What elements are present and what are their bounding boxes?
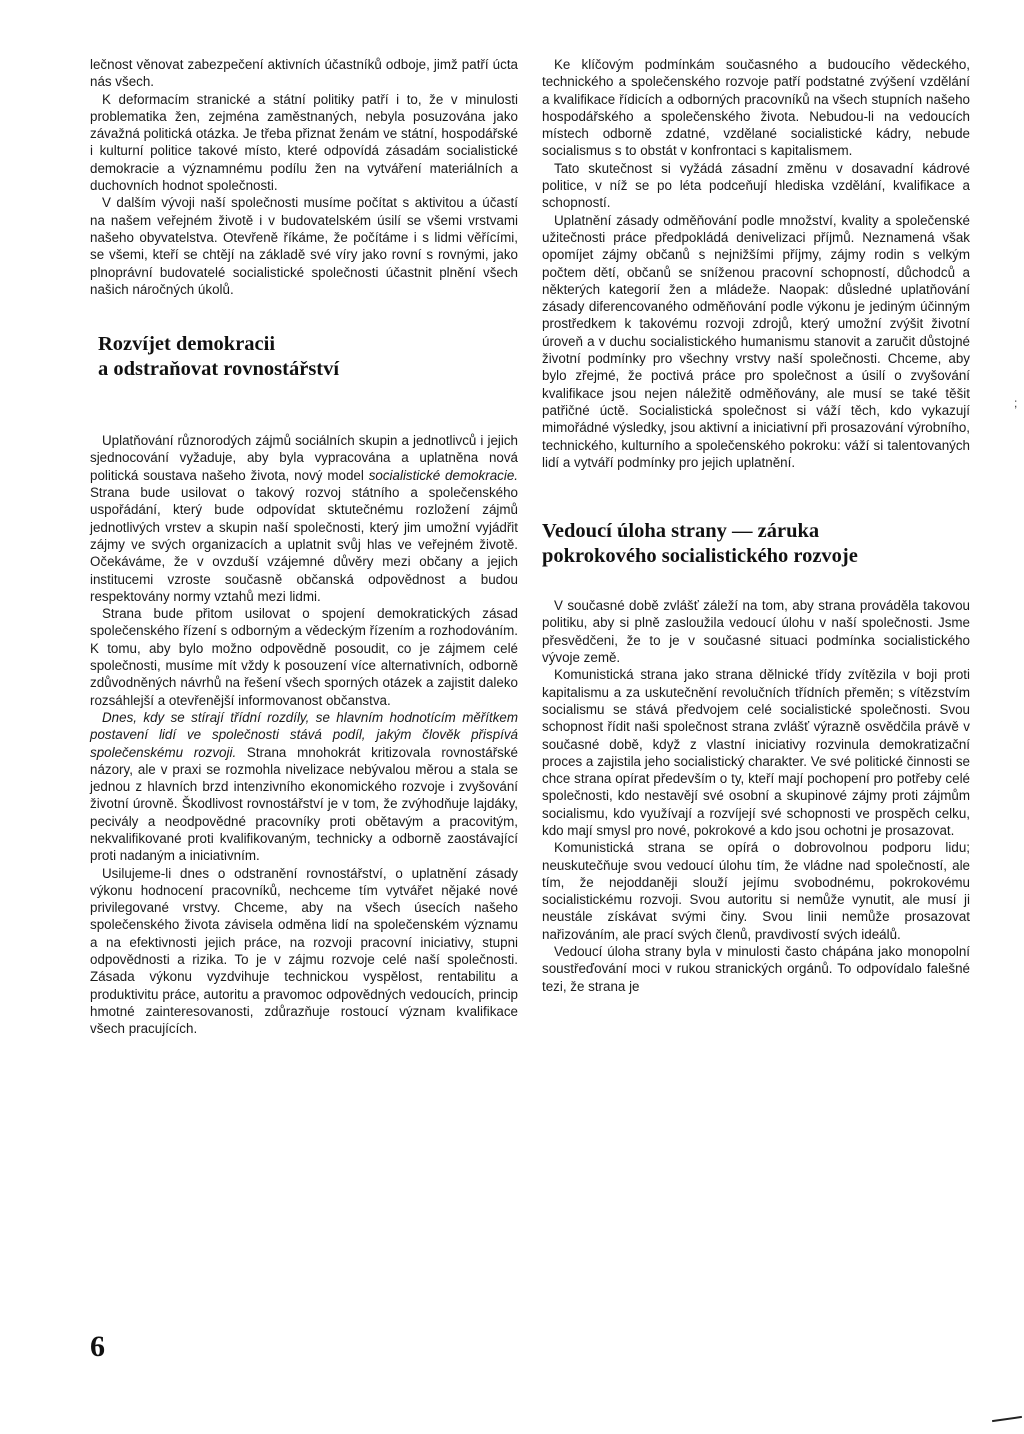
paragraph [90,709,518,865]
paragraph: Ke klíčovým podmínkám současného a budoucího vědeckého, technického a společenského rozvoje patří podstatné zvýšení vzdělání a kvalifikace řídicích a odborných pracovníků na všech stupních našeho hospodářského a společenského života. Nebudou-li na vedoucích místech odborně zdatné, vzdělané socialistické kádry, nebude socialismus s to obstát v konfrontaci s kapitalismem. [542,57,970,159]
emphasis-text: Dnes, kdy se stírají třídní rozdíly, se hlavním hodnotícím měřítkem postavení lidí ve společnosti stává podíl, jakým člověk přispívá společenskému rozvoji. [90,709,518,760]
paragraph-text: Strana mnohokrát kritizovala rovnostářské názory, ale v praxi se rozmohla nivelizace nebývalou měrou a stala se jednou z hlavních brzd intenzivního ekonomického rozvoje i zvyšování životní úrovně. Škodlivost rovnostářství je v tom, že zvýhodňuje lajdáky, pecivály a neodpovědné pracovníky proti obětavým a pracovitým, nekvalifikované proti kvalifikovaným, technicky a odborně zaostávající proti nadaným a iniciativním. [90,744,518,864]
section-heading-leading-role [542,519,970,569]
paragraph: Komunistická strana se opírá o dobrovolnou podporu lidu; neuskutečňuje svou vedoucí úlohu tím, že vládne nad společností, ale tím, že nejoddaněji slouží jejímu svobodnému, pokrokovému socialistickému rozvoji. Svou autoritu si nemůže vynutit, ale musí ji neustále získávat svými činy. Svou linii nemůže prosazovat nařizováním, ale prací svých členů, pravdivostí svých ideálů. [542,840,970,942]
section-heading-democracy [98,332,518,382]
paragraph: lečnost věnovat zabezpečení aktivních účastníků odboje, jimž patří úcta nás všech. [90,57,518,90]
paragraph: V současné době zvlášť záleží na tom, aby strana prováděla takovou politiku, aby si plně zasloužila vedoucí úlohu v naší společnosti. Jsme přesvědčeni, že to je v současné situaci podmínka socialistického vývoje země. [542,598,970,666]
heading-line: Vedoucí úloha strany — záruka [542,520,820,543]
paragraph: Vedoucí úloha strany byla v minulosti často chápána jako monopolní soustřeďování moci v rukou stranických orgánů. To odpovídalo falešné tezi, že strana je [542,944,970,994]
paragraph: V dalším vývoji naší společnosti musíme počítat s aktivitou a účastí na našem veřejném životě i v budovatelském úsilí se všemi vrstvami našeho obyvatelstva. Otevřeně říkáme, že počítáme i s lidmi věřícími, se všemi, kteří se chtějí na základě své víry jako rovní s rovnými, jako plnoprávní budovatelé socialistické společnosti účastnit plnění všech našich náročných úkolů. [90,195,518,297]
corner-scan-mark [992,1416,1022,1422]
heading-line: pokrokového socialistického rozvoje [542,545,858,568]
paragraph: Usilujeme-li dnes o odstranění rovnostářství, o uplatnění zásady výkonu hodnocení pracovníků, nechceme tím vytvářet nějaké nové privilegované vrstvy. Chceme, aby na všech úsecích našeho společenského života závisela odměna lidí na společenském významu a na efektivnosti jejich práce, na rozvoji pracovní iniciativy, stupni odpovědnosti a rizika. To je v zájmu rozvoje celé naší společnosti. Zásada výkonu vyzdvihuje technickou vyspělost, rentabilitu a produktivitu práce, autoritu a pravomoc odpovědných vedoucích, princip hmotné zainteresovanosti, zdůrazňuje rostoucí význam kvalifikace všech pracujících. [90,865,518,1037]
heading-line: Rozvíjet demokracii [98,333,276,356]
paragraph-text: Uplatňování různorodých zájmů sociálních skupin a jednotlivců i jejich sjednocování vyžaduje, aby byla vypracována a uplatněna nová politická soustava našeho života, nový model [90,433,518,483]
right-column [542,56,970,995]
heading-line: a odstraňovat rovnostářství [98,358,340,381]
emphasis-text: socialistické demokracie. [368,467,518,483]
paragraph-text: Strana bude usilovat o takový rozvoj státního a společenského uspořádání, který bude odpovídat sktutečnému rozložení zájmů jednotlivých vrstev a skupin naší společnosti, který jim umožní vyjádřit zájmy ve svých organizacích a uplatnit svůj hlas ve veřejném životě. Očekáváme, že v ovzduší vzájemné důvěry mezi občany a jejich institucemi vzroste současně občanská odpovědnost a budou respektovány normy vztahů mezi lidmi. [90,485,518,604]
paragraph: Uplatnění zásady odměňování podle množství, kvality a společenské užitečnosti práce předpokládá denivelizaci příjmů. Neznamená však opomíjet zájmy občanů s nejnižšími příjmy, zájmy rodin s velkým počtem dětí, občanů se sníženou pracovní schopností, důchodců a některých kategorií žen a mládeže. Naopak: důsledné uplatňování zásady diferencovaného odměňování podle výkonu je jediným účinným prostředkem k takovému rozvoji zdrojů, který umožní zvýšit životní úroveň a v duchu socialistického humanismu stanovit a zaručit důstojné životní podmínky pro všechny vrstvy naší společnosti. Chceme, aby bylo zřejmé, že poctivá práce pro společnost a úsilí o zvyšování kvalifikace jsou nejen náležitě odměňovány, ale musí se také těšit patřičné úctě. Socialistická společnost si váží těch, kdo vykazují mimořádné výsledky, jsou aktivní a iniciativní při prosazování výrobního, technického, kulturního a společenského pokroku: váží si talentovaných lidí a vytváří podmínky pro jejich uplatnění. [542,212,970,470]
paragraph: Tato skutečnost si vyžádá zásadní změnu v dosavadní kádrové politice, v níž se po léta podceňují hlediska vzdělání, kvalifikace a schopností. [542,160,970,211]
page-number: 6 [90,1330,105,1363]
paragraph: Strana bude přitom usilovat o spojení demokratických zásad společenského řízení s odborným a vědeckým řízením a rozhodováním. K tomu, aby bylo možno odpovědně posoudit, co je zájmem celé společnosti, musíme mít vždy k posouzení více alternativních, odborně zdůvodněných návrhů na řešení všech sporných otázek a zajistit daleko rozsáhlejší a otevřenější informovanost občanstva. [90,606,518,708]
paragraph: K deformacím stranické a státní politiky patří i to, že v minulosti problematika žen, zejména zaměstnaných, nebyla posuzována jako závažná politická otázka. Je třeba přiznat ženám ve státní, hospodářské i kulturní politice takové místo, které odpovídá zásadám socialistické demokracie a významnému podílu žen na vytváření materiálních a duchovních hodnot společnosti. [90,91,518,194]
left-column [90,56,518,1038]
paragraph: Komunistická strana jako strana dělnické třídy zvítězila v boji proti kapitalismu a za uskutečnění revolučních třídních přeměn; s vítězstvím socialismu se stává předvojem celé socialistické společnosti. Svou schopnost řídit naši společnost strana zvlášť výrazně osvědčila právě v současné době, když z vlastní iniciativy rozvinula demokratizační proces a zajistila jeho socialistický charakter. Ve své politické činnosti se chce strana opírat především o ty, kteří mají pochopení pro potřeby celé společnosti, kdo nestavějí své osobní a skupinové zájmy proti zájmům socialismu, kdo využívají a rozvíjejí své schopnosti ve prospěch celku, kdo mají smysl pro nové, pokrokové a kdo jsou ochotni je prosazovat. [542,667,970,838]
margin-mark: ; [1014,396,1018,410]
paragraph [90,432,518,605]
